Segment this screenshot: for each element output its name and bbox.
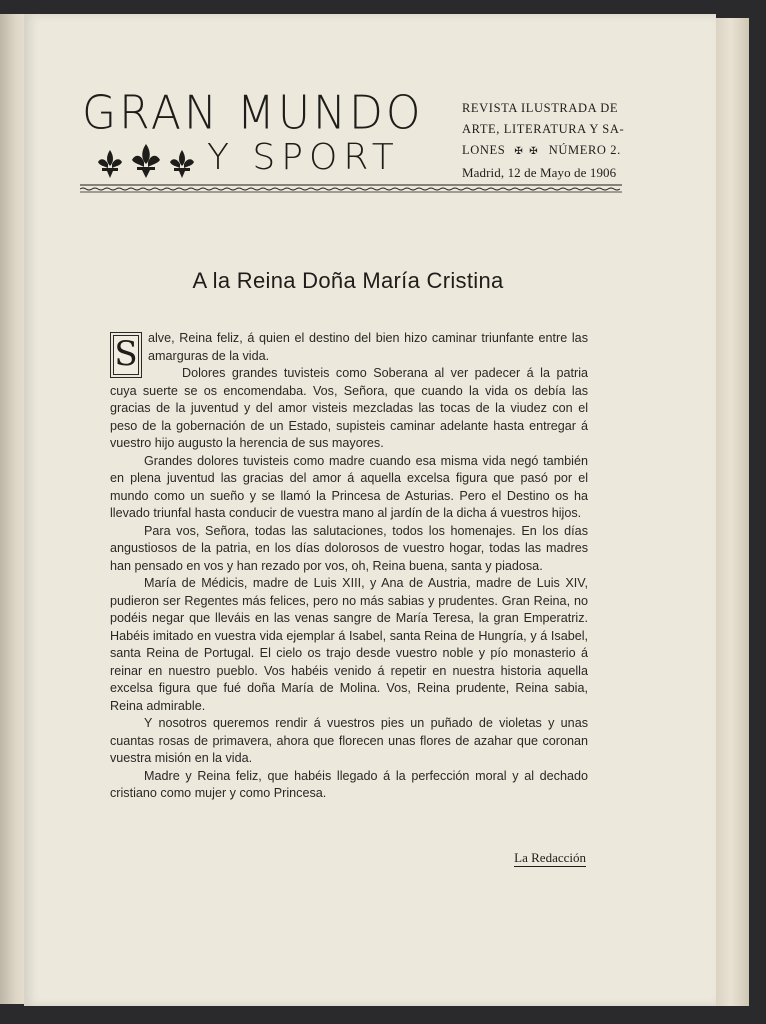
masthead-subtitle-3: LONES (462, 143, 506, 157)
masthead-subtitle-2: ARTE, LITERATURA Y SA- (462, 122, 625, 136)
article-paragraph: Madre y Reina feliz, que habéis llegado á la perfección moral y al dechado cristiano como mujer y como Princesa. (110, 768, 588, 800)
ornament-dots-icon: ✠ ✠ (514, 146, 540, 157)
paragraph-text: alve, Reina feliz, á quien el destino del bien hizo caminar triunfante entre las amarguras de la vida. (148, 331, 588, 363)
fleur-de-lis-icon-left (98, 150, 122, 178)
article-paragraph: Para vos, Señora, todas las salutaciones, todos los homenajes. En los días angustiosos de la patria, en los días dolorosos de vuestro hogar, todas las madres han pensado en vos y han rezado por vos, oh, Reina buena, santa y piadosa. (110, 523, 588, 573)
fleur-de-lis-icon-center (132, 144, 160, 178)
article-paragraph: Dolores grandes tuvisteis como Soberana al ver padecer á la patria cuya suerte se os encomendaba. Vos, Señora, que cuando la vida os debía las gracias de la juventud y del amor visteis mezcladas las tocas de la viudez con el peso de la gobernación de un Estado, supisteis caminar adelante hasta entregar á vuestro hijo augusto la herencia de sus mayores. (110, 366, 588, 450)
masthead-title-line1: GRAN MUNDO (82, 86, 424, 141)
article-paragraph: Y nosotros queremos rendir á vuestros pies un puñado de violetas y unas cuantas rosas de primavera, ahora que florecen unas flores de azahar que coronan vuestra misión en la vida. (110, 716, 588, 765)
masthead-issue-row (462, 140, 622, 162)
masthead-title (82, 86, 442, 178)
masthead-title-line2: Y SPORT (207, 137, 400, 178)
facing-page-edge (0, 14, 27, 1004)
issue-number: NÚMERO 2. (548, 143, 621, 157)
masthead-subtitle-1: REVISTA ILUSTRADA DE (462, 101, 619, 115)
fleur-de-lis-icon (92, 140, 200, 180)
signature-text: La Redacción (514, 850, 586, 865)
article-paragraph (110, 330, 588, 375)
article-paragraph: Grandes dolores tuvisteis como madre cuando esa misma vida negó también en plena juventud las gracias del amor á aquella excelsa figura que pasó por el mundo como un sueño y se llamó la Princesa de Asturias. Pero el Destino os ha llevado triunfal hasta conducir de vuestra mano al jardín de la dicha á vuestros hijos. (110, 453, 588, 520)
article-body (110, 330, 588, 803)
signature (440, 850, 586, 866)
issue-date: Madrid, 12 de Mayo de 1906 (462, 165, 617, 180)
article-paragraph: María de Médicis, madre de Luis XIII, y Ana de Austria, madre de Luis XIV, pudieron ser Regentes más felices, pero no más sabias y prudentes. Gran Reina, no podéis negar que lleváis en las venas sangre de María Teresa, la gran Emperatriz. Habéis imitado en vuestra vida ejemplar á Isabel, santa Reina de Hungría, y á Isabel, santa Reina de Portugal. El cielo os trajo desde vuestro noble y pío monasterio á reinar en nuestro pueblo. Vos habéis venido á repetir en nuestra historia aquella excelsa figura que fué doña María de Molina. Vos, Reina prudente, Reina sabia, Reina admirable. (110, 576, 588, 713)
page-stack-edge (712, 18, 749, 1006)
dropcap: S (110, 332, 142, 378)
fleur-de-lis-icon-right (170, 150, 194, 178)
masthead-rule (80, 183, 622, 193)
masthead-info (462, 98, 625, 183)
article-heading: A la Reina Doña María Cristina (192, 268, 504, 293)
